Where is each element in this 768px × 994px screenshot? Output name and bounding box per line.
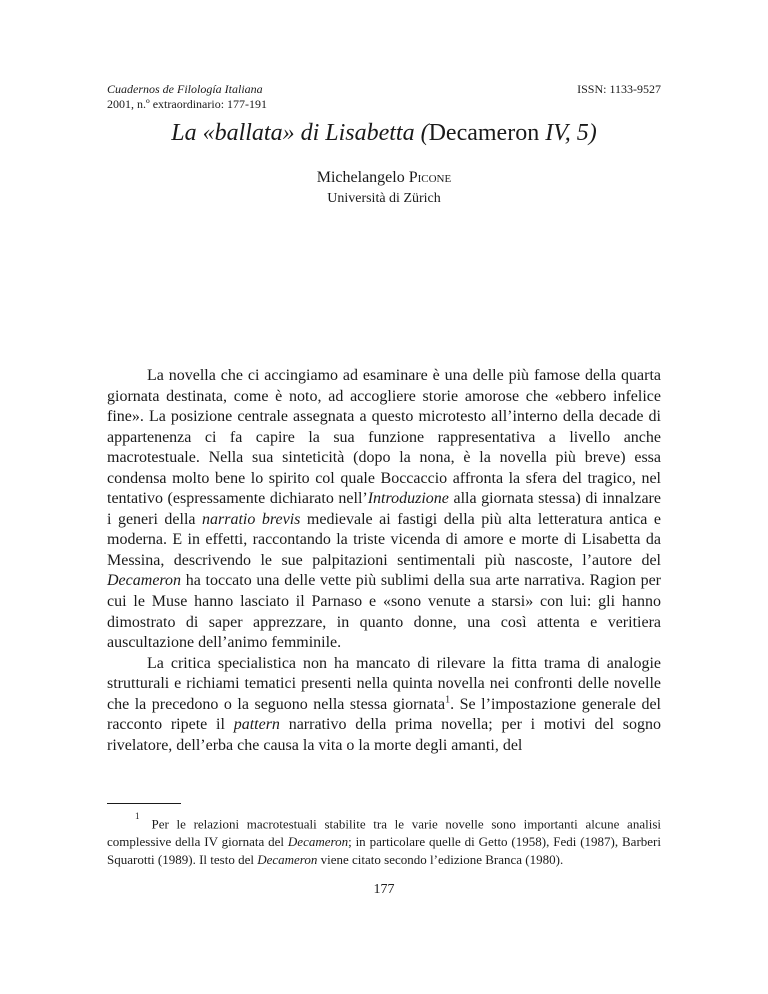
journal-name: Cuadernos de Filología Italiana <box>107 82 263 96</box>
fn-text-d: Decameron <box>257 852 318 868</box>
p1-text-b: Introduzione <box>367 490 449 508</box>
title-part-1: La «ballata» di Lisabetta ( <box>171 120 429 146</box>
footnote-number: 1 <box>135 811 140 821</box>
p1-text-c: alla giornata stessa) di innalzare i generi della <box>107 490 661 528</box>
title-part-3: IV, 5) <box>539 120 597 146</box>
author-affiliation: Università di Zürich <box>327 191 441 206</box>
issue-info: 2001, n.º extraordinario: 177-191 <box>107 97 268 111</box>
issn: ISSN: 1133-9527 <box>577 82 661 96</box>
paragraph-1 <box>107 366 661 654</box>
p1-text-a: La novella che ci accingiamo ad esaminare è una delle più famose della quarta giornata destinata, come è noto, ad accogliere storie amorose che «ebbero infelice fine». La posizione centrale assegnata a questo microtesto all’interno della decade di appartenenza ci fa capire la sua funzione rappresentativa a livello anche macrotestuale. Nella sua sinteticità (dopo la nona, è la novella più breve) essa condensa molto bene lo spirito col quale Boccaccio affronta la sfera del tragico, nel tentativo (espressamente dichiarato nell’ <box>107 367 661 508</box>
p2-text-d: narrativo della prima novella; per i motivi del sogno rivelatore, dell’erba che causa la vita o la morte degli amanti, del <box>107 716 661 754</box>
fn-text-a: Per le relazioni macrotestuali stabilite tra le varie novelle sono importanti alcune analisi complessive della IV giornata del <box>107 816 661 850</box>
p2-text-b: . Se l’impostazione generale del racconto ripete il <box>107 695 661 734</box>
body-text <box>107 366 661 756</box>
p1-text-d: narratio brevis <box>202 510 301 528</box>
fn-text-c: ; in particolare quelle di Getto (1958), Fedi (1987), Barberi Squarotti (1989). Il testo del <box>107 834 661 868</box>
footnote-ref-1: 1 <box>445 694 451 706</box>
author-last: Picone <box>408 169 452 186</box>
p2-text-a: La critica specialistica non ha mancato di rilevare la fitta trama di analogie strutturali e richiami tematici presenti nella quinta novella nei confronti delle novelle che la precedono o la seguono nella stessa giornata <box>107 654 661 713</box>
footnote-1 <box>107 811 661 869</box>
p1-text-g: ha toccato una delle vette più sublimi della sua arte narrativa. Ragion per cui le Muse hanno lasciato il Parnaso e «sono venute a starsi» con lui: gli hanno dimostrato di saper apprezzare, in quanto donne, una così attenta e veritiera auscultazione dell’animo femminile. <box>107 572 661 652</box>
title-part-2: Decameron <box>428 120 540 146</box>
article-title <box>0 118 768 148</box>
p1-text-e: medievale ai fastigi della più alta letteratura antica e moderna. E in effetti, raccontando la triste vicenda di amore e morte di Lisabetta da Messina, descrivendo le sue palpitazioni sentimentali più nascoste, l’autore del <box>107 510 661 569</box>
fn-text-b: Decameron <box>287 834 349 850</box>
running-header <box>107 82 267 112</box>
p2-text-c: pattern <box>233 716 280 734</box>
fn-text-e: viene citato secondo l’edizione Branca (1980). <box>317 852 564 868</box>
page-number: 177 <box>373 882 395 897</box>
footnote-rule <box>107 803 181 804</box>
p1-text-f: Decameron <box>107 572 182 590</box>
author-first: Michelangelo <box>316 169 409 186</box>
author-name <box>0 168 768 187</box>
paragraph-2 <box>107 654 661 757</box>
